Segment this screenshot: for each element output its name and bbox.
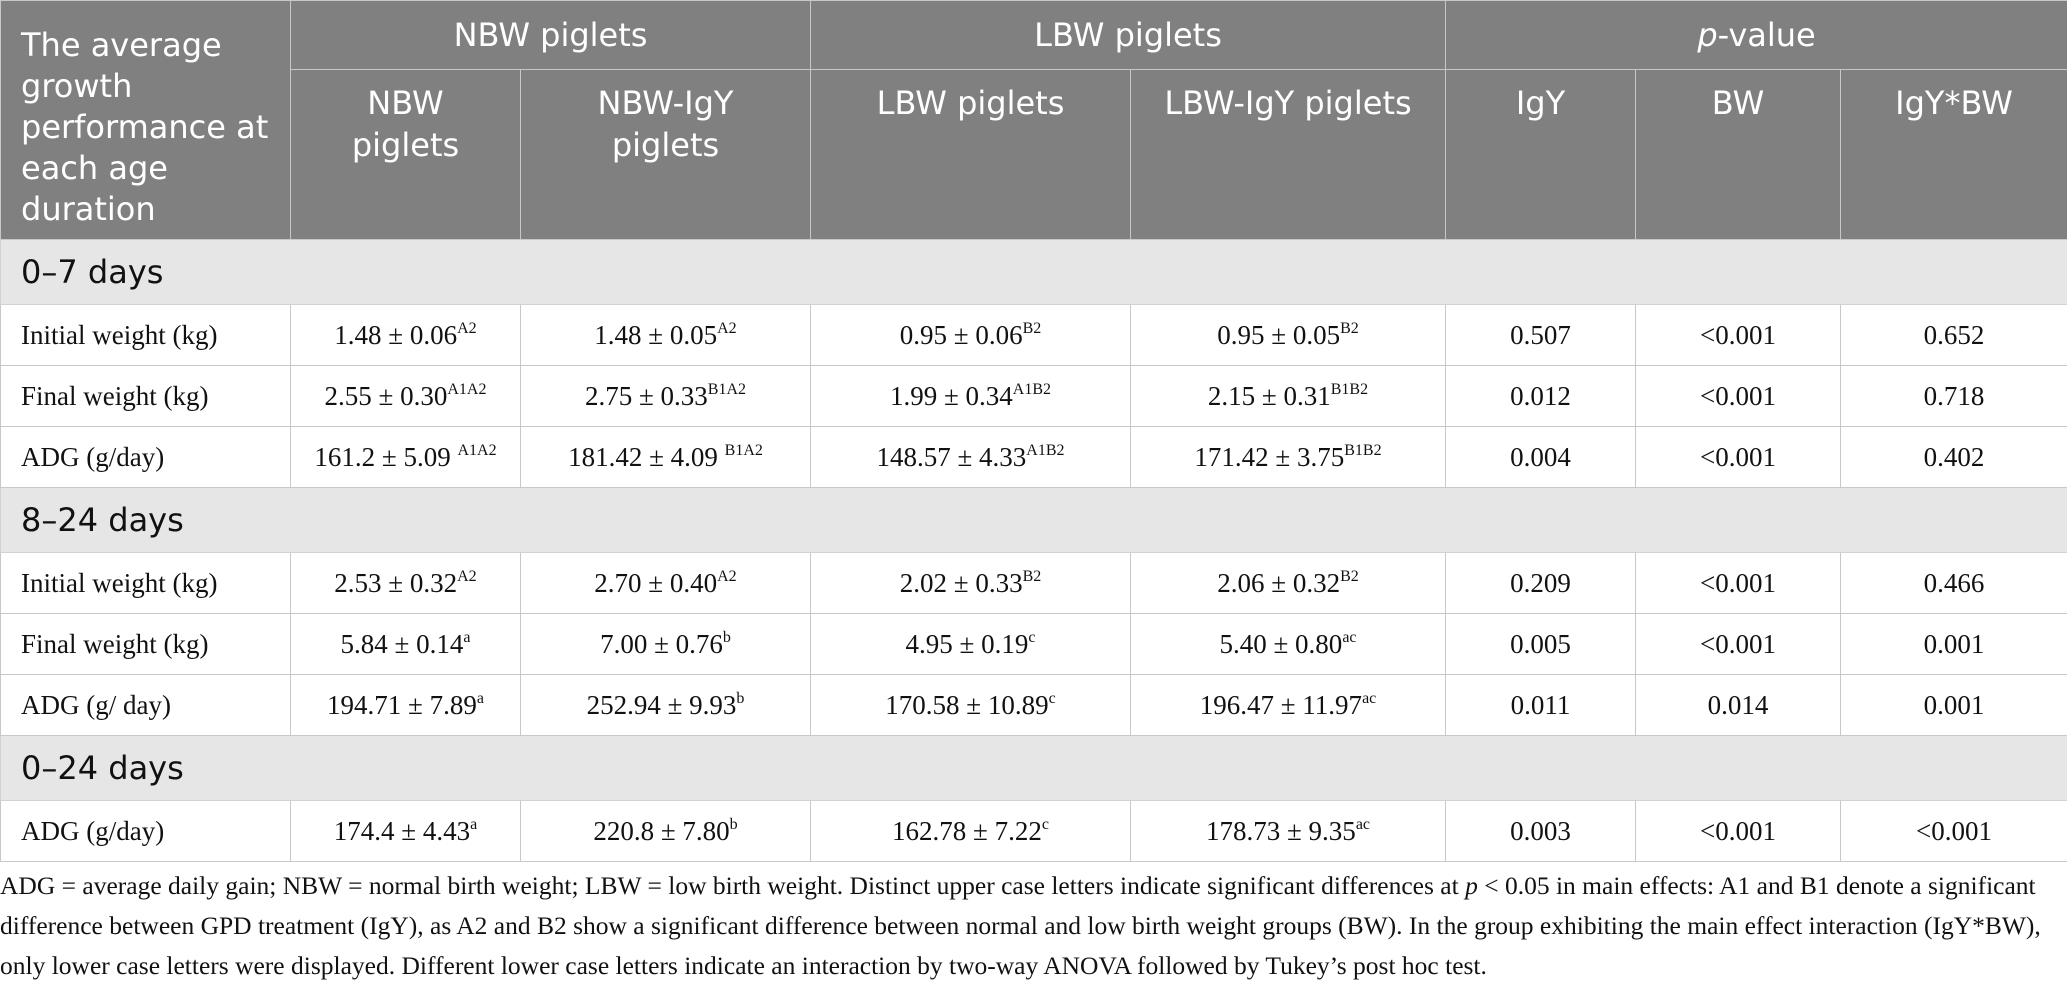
- table-cell: [521, 305, 811, 366]
- row-label: Initial weight (kg): [1, 553, 291, 614]
- group-header-lbw: LBW piglets: [811, 1, 1446, 70]
- cell-value: 161.2 ± 5.09: [314, 441, 458, 472]
- cell-superscript: a: [470, 815, 478, 833]
- cell-value: <0.001: [1916, 815, 1993, 846]
- cell-value: <0.001: [1700, 567, 1776, 598]
- header-row-columns: [1, 70, 2067, 240]
- table-cell: [1446, 427, 1636, 488]
- cell-value: <0.001: [1700, 319, 1776, 350]
- cell-value: 1.48 ± 0.05: [594, 319, 718, 350]
- cell-superscript: A1B2: [1012, 380, 1052, 398]
- pvalue-suffix: -value: [1717, 16, 1816, 54]
- table-cell: [291, 305, 521, 366]
- table-cell: [1446, 675, 1636, 736]
- table-cell: [811, 675, 1131, 736]
- cell-superscript: a: [463, 628, 471, 646]
- cell-value: 1.48 ± 0.06: [334, 319, 458, 350]
- cell-value: 148.57 ± 4.33: [876, 441, 1027, 472]
- table-cell: [521, 614, 811, 675]
- table-cell: [1841, 427, 2067, 488]
- col-header-bw: BW: [1636, 70, 1841, 240]
- footnote-p-italic: p: [1465, 871, 1478, 900]
- row-label: ADG (g/day): [1, 427, 291, 488]
- cell-value: 0.507: [1510, 319, 1571, 350]
- cell-value: 7.00 ± 0.76: [600, 628, 723, 659]
- table-row: [1, 366, 2067, 427]
- table-cell: [1636, 366, 1841, 427]
- col-header-igy: IgY: [1446, 70, 1636, 240]
- table-cell: [1841, 614, 2067, 675]
- cell-superscript: b: [729, 815, 738, 833]
- table-cell: [1446, 801, 1636, 862]
- cell-value: 252.94 ± 9.93: [586, 689, 737, 720]
- table-cell: [1841, 801, 2067, 862]
- footnote-part2: < 0.05 in main effects: A1 and B1 denote a significant difference between GPD treatment (IgY), as A2 and B2 show a significant difference between normal and low birth weight groups (BW). In the group exhibiting the main effect interaction (IgY*BW), only lower case letters were displayed. Different lower case letters indicate an interaction by two-way ANOVA followed by Tukey’s post hoc test.: [0, 871, 2041, 980]
- table-cell: [811, 305, 1131, 366]
- cell-superscript: A1B2: [1026, 441, 1065, 459]
- cell-superscript: A2: [717, 319, 737, 337]
- cell-value: 220.8 ± 7.80: [593, 815, 730, 846]
- cell-value: 0.95 ± 0.05: [1217, 319, 1341, 350]
- row-label: ADG (g/day): [1, 801, 291, 862]
- cell-superscript: ac: [1342, 628, 1357, 646]
- table-cell: [521, 427, 811, 488]
- cell-superscript: A1A2: [457, 441, 497, 459]
- cell-value: 5.84 ± 0.14: [340, 628, 464, 659]
- group-header-pvalue: [1446, 1, 2067, 70]
- col-header-nbw: NBW piglets: [291, 70, 521, 240]
- table-cell: [291, 366, 521, 427]
- cell-value: 0.001: [1923, 689, 1985, 720]
- pvalue-italic-p: p: [1697, 16, 1718, 54]
- table-cell: [291, 675, 521, 736]
- cell-superscript: B1B2: [1344, 441, 1382, 459]
- table-cell: [1446, 614, 1636, 675]
- cell-value: 5.40 ± 0.80: [1219, 628, 1343, 659]
- table-cell: [1131, 675, 1446, 736]
- table-cell: [811, 614, 1131, 675]
- cell-value: 181.42 ± 4.09: [568, 441, 725, 472]
- cell-value: 0.005: [1510, 628, 1571, 659]
- table-cell: [291, 427, 521, 488]
- cell-value: <0.001: [1700, 441, 1776, 472]
- cell-value: <0.001: [1700, 380, 1776, 411]
- col-header-igy-bw: IgY*BW: [1841, 70, 2067, 240]
- table-cell: [1841, 553, 2067, 614]
- table-cell: [1131, 553, 1446, 614]
- cell-value: 162.78 ± 7.22: [892, 815, 1042, 846]
- group-header-nbw: NBW piglets: [291, 1, 811, 70]
- table-row: [1, 305, 2067, 366]
- table-cell: [521, 675, 811, 736]
- table-cell: [1841, 675, 2067, 736]
- cell-superscript: B2: [1022, 567, 1042, 585]
- table-cell: [1446, 305, 1636, 366]
- table-cell: [291, 553, 521, 614]
- cell-superscript: c: [1028, 628, 1036, 646]
- table-cell: [521, 366, 811, 427]
- cell-superscript: A1A2: [447, 380, 487, 398]
- cell-value: 2.75 ± 0.33: [584, 380, 708, 411]
- cell-superscript: A2: [457, 567, 477, 585]
- section-title: 8–24 days: [1, 488, 2067, 553]
- table-cell: [1636, 427, 1841, 488]
- cell-superscript: A2: [717, 567, 737, 585]
- table-cell: [1131, 614, 1446, 675]
- section-title: 0–7 days: [1, 240, 2067, 305]
- cell-value: 0.001: [1923, 628, 1985, 659]
- cell-superscript: ac: [1362, 689, 1377, 707]
- cell-value: 0.209: [1510, 567, 1571, 598]
- section-row: [1, 736, 2067, 801]
- cell-value: 1.99 ± 0.34: [889, 380, 1013, 411]
- cell-superscript: B1B2: [1330, 380, 1369, 398]
- table-cell: [1131, 305, 1446, 366]
- table-cell: [1131, 427, 1446, 488]
- cell-superscript: c: [1048, 689, 1056, 707]
- cell-value: 2.15 ± 0.31: [1207, 380, 1331, 411]
- table-cell: [1131, 801, 1446, 862]
- col-header-nbw-igy: NBW-IgY piglets: [521, 70, 811, 240]
- table-cell: [521, 801, 811, 862]
- col-header-lbw-igy: LBW-IgY piglets: [1131, 70, 1446, 240]
- col-header-lbw: LBW piglets: [811, 70, 1131, 240]
- cell-value: 2.53 ± 0.32: [334, 567, 458, 598]
- table-cell: [521, 553, 811, 614]
- cell-value: 2.02 ± 0.33: [899, 567, 1023, 598]
- cell-value: 2.70 ± 0.40: [594, 567, 718, 598]
- corner-header: The average growth performance at each age duration: [1, 1, 291, 240]
- cell-value: 194.71 ± 7.89: [327, 689, 477, 720]
- row-label: Final weight (kg): [1, 366, 291, 427]
- cell-value: 170.58 ± 10.89: [885, 689, 1049, 720]
- table-footnote: [0, 866, 2050, 986]
- row-label: Initial weight (kg): [1, 305, 291, 366]
- table-cell: [811, 427, 1131, 488]
- cell-value: 0.011: [1510, 689, 1571, 720]
- cell-value: 0.718: [1923, 380, 1985, 411]
- table-cell: [811, 801, 1131, 862]
- table-cell: [811, 366, 1131, 427]
- table-cell: [1131, 366, 1446, 427]
- cell-value: 171.42 ± 3.75: [1194, 441, 1345, 472]
- cell-value: 2.55 ± 0.30: [324, 380, 448, 411]
- table-cell: [1841, 305, 2067, 366]
- cell-value: 178.73 ± 9.35: [1205, 815, 1356, 846]
- cell-value: 196.47 ± 11.97: [1199, 689, 1363, 720]
- table-cell: [291, 614, 521, 675]
- table-cell: [1446, 553, 1636, 614]
- cell-value: 2.06 ± 0.32: [1217, 567, 1341, 598]
- cell-superscript: B2: [1340, 319, 1359, 337]
- cell-superscript: B2: [1340, 567, 1359, 585]
- cell-value: <0.001: [1700, 628, 1776, 659]
- section-row: [1, 240, 2067, 305]
- cell-superscript: b: [736, 689, 745, 707]
- cell-value: 174.4 ± 4.43: [333, 815, 471, 846]
- cell-value: 0.003: [1510, 815, 1571, 846]
- table-row: [1, 614, 2067, 675]
- row-label: ADG (g/ day): [1, 675, 291, 736]
- cell-value: 0.014: [1707, 689, 1769, 720]
- table-cell: [1841, 366, 2067, 427]
- cell-superscript: c: [1041, 815, 1049, 833]
- table-cell: [1636, 305, 1841, 366]
- table-cell: [1446, 366, 1636, 427]
- table-cell: [1636, 614, 1841, 675]
- cell-value: 0.402: [1923, 441, 1985, 472]
- table-cell: [1636, 553, 1841, 614]
- table-row: [1, 801, 2067, 862]
- table-row: [1, 427, 2067, 488]
- cell-value: 4.95 ± 0.19: [905, 628, 1029, 659]
- table-row: [1, 553, 2067, 614]
- table-row: [1, 675, 2067, 736]
- table-body: [1, 240, 2067, 862]
- table-cell: [811, 553, 1131, 614]
- cell-superscript: B1A2: [724, 441, 763, 459]
- cell-value: 0.95 ± 0.06: [899, 319, 1023, 350]
- cell-superscript: B2: [1022, 319, 1042, 337]
- cell-value: 0.466: [1923, 567, 1985, 598]
- table-cell: [1636, 675, 1841, 736]
- cell-superscript: b: [722, 628, 731, 646]
- row-label: Final weight (kg): [1, 614, 291, 675]
- header-row-groups: [1, 1, 2067, 70]
- cell-value: <0.001: [1700, 815, 1776, 846]
- table-cell: [1636, 801, 1841, 862]
- cell-value: 0.004: [1510, 441, 1571, 472]
- footnote-part1: ADG = average daily gain; NBW = normal birth weight; LBW = low birth weight. Distinct upper case letters indicate significant differences at: [0, 871, 1466, 900]
- cell-superscript: a: [476, 689, 484, 707]
- cell-superscript: B1A2: [707, 380, 747, 398]
- table-cell: [291, 801, 521, 862]
- cell-value: 0.652: [1923, 319, 1985, 350]
- cell-value: 0.012: [1510, 380, 1571, 411]
- cell-superscript: A2: [457, 319, 477, 337]
- section-title: 0–24 days: [1, 736, 2067, 801]
- section-row: [1, 488, 2067, 553]
- cell-superscript: ac: [1355, 815, 1371, 833]
